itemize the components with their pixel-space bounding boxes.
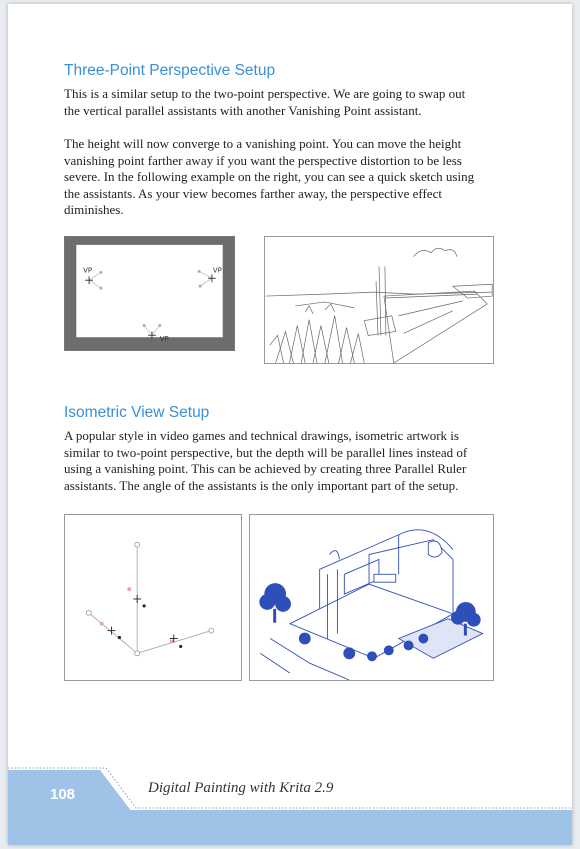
vp-label-left: VP	[83, 266, 93, 275]
city-sketch	[264, 236, 494, 364]
vp-label-right: VP	[212, 266, 222, 275]
section-heading-three-point: Three-Point Perspective Setup	[64, 62, 276, 79]
paragraph-three-point-intro: This is a similar setup to the two-point perspective. We are going to swap out the vertical parallel assistants with another Vanishing Point assistant.	[64, 86, 466, 118]
isometric-building-graphic	[250, 515, 493, 680]
isometric-rulers-graphic	[65, 515, 241, 680]
book-title: Digital Painting with Krita 2.9	[148, 780, 334, 796]
page-number: 108	[50, 786, 76, 803]
document-page	[8, 4, 572, 845]
isometric-building	[249, 514, 494, 681]
paragraph-isometric: A popular style in video games and technical drawings, isometric artwork is similar to two-point perspective, but the depth will be parallel lines instead of using a vanishing point. This can be achieved by creating three Parallel Ruler assistants. The angle of the assistants is the only important part of the setup.	[64, 428, 468, 493]
isometric-rulers-diagram	[64, 514, 242, 681]
three-point-vp-diagram	[64, 236, 235, 351]
city-sketch-graphic	[265, 237, 493, 363]
section-heading-isometric: Isometric View Setup	[64, 404, 210, 421]
paragraph-three-point-details: The height will now converge to a vanishing point. You can move the height vanishing point farther away if you want the perspective distortion to be less severe. In the following example on the right, you can see a quick sketch using the assistants. As your view becomes farther away, the perspective effect diminishes.	[64, 136, 475, 217]
vp-label-bottom: VP	[159, 335, 169, 344]
footer-band	[8, 810, 572, 845]
vp-diagram-graphic	[65, 237, 234, 350]
